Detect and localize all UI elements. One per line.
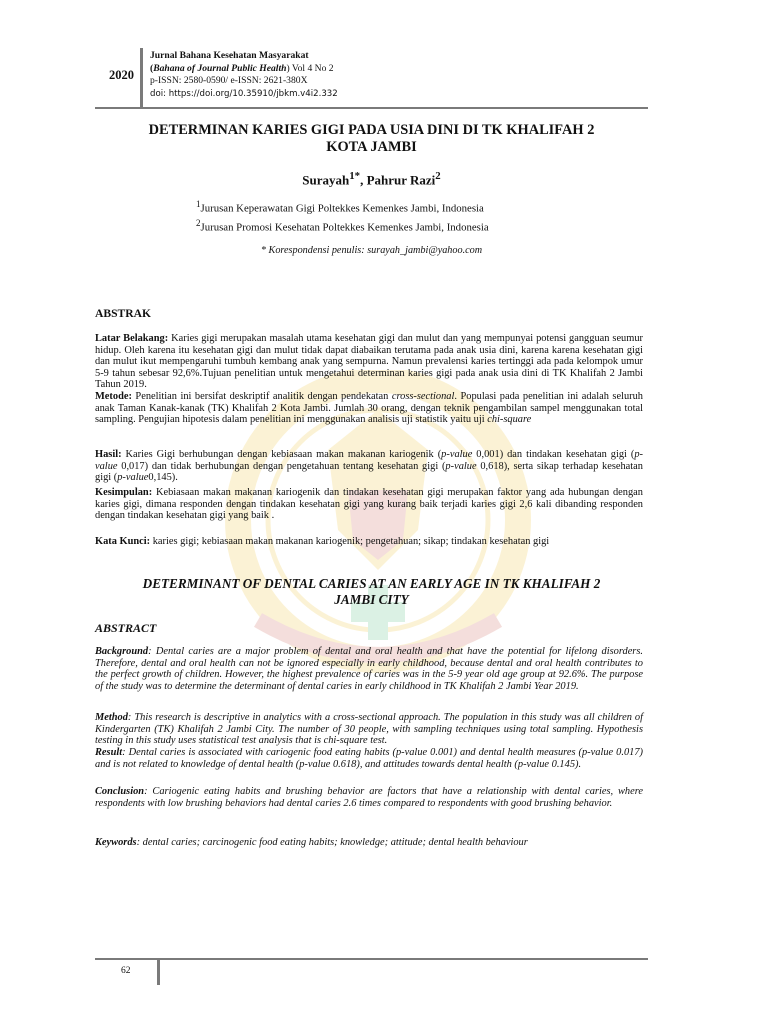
abstract-keywords: Keywords: dental caries; carcinogenic food eating habits; knowledge; attitude; dental health behaviour <box>95 837 528 848</box>
correspondence: * Korespondensi penulis: surayah_jambi@yahoo.com <box>260 245 483 256</box>
header-divider-vertical <box>140 48 143 108</box>
abstract-result: Result: Dental caries is associated with cariogenic food eating habits (p-value 0.001) and dental health measures (p-value 0.017) and is not related to knowledge of dental health (p-value 0.618), and attitudes towards dental health (p-value 0.145). <box>95 747 643 770</box>
author-1-sup: 1* <box>349 170 361 182</box>
abstrak-heading: ABSTRAK <box>95 307 152 320</box>
paper-title-line-1: DETERMINAN KARIES GIGI PADA USIA DINI DI TK KHALIFAH 2 <box>148 122 595 138</box>
page-number: 62 <box>121 966 131 976</box>
english-title-line-1: DETERMINANT OF DENTAL CARIES AT AN EARLY AGE IN TK KHALIFAH 2 <box>142 576 601 591</box>
journal-doi: doi: https://doi.org/10.35910/jbkm.v4i2.332 <box>150 88 338 99</box>
author-1: Surayah <box>302 172 350 188</box>
journal-header <box>150 50 338 100</box>
author-list <box>95 170 648 188</box>
author-2: Pahrur Razi <box>366 172 436 188</box>
affiliations <box>196 197 489 235</box>
footer-divider-vertical <box>157 958 160 985</box>
english-title <box>95 576 648 607</box>
author-sep: , <box>360 172 367 188</box>
english-title-line-2: JAMBI CITY <box>334 591 409 607</box>
abstract-method: Method: This research is descriptive in analytics with a cross-sectional approach. The population in this study was all children of Kindergarten (TK) Khalifah 2 Jambi City. The number of 30 people, with sampling techniques using total sampling. Hypothesis testing in this study uses statistical test analysis that is chi-square test. <box>95 712 643 746</box>
footer-rule <box>95 958 648 960</box>
journal-volume: ) Vol 4 No 2 <box>286 62 334 74</box>
affiliation-2: $^2$Jurusan Promosi Kesehatan Poltekkes Kemenkes Jambi, Indonesia <box>196 218 489 234</box>
paper-title-line-2: KOTA JAMBI <box>326 138 417 155</box>
abstrak-hasil: Hasil: Karies Gigi berhubungan dengan kebiasaan makan makanan kariogenik (p-value 0,001) dan tindakan kesehatan gigi (p-value 0,017) dan tidak berhubungan dengan pengetahuan tentang kesehatan gigi (p-value 0,618), serta sikap terhadap kesehatan gigi (p-value0,145). <box>95 449 644 483</box>
paper-title <box>95 122 648 155</box>
header-rule <box>95 107 648 109</box>
abstrak-latar-belakang: Latar Belakang: Karies gigi merupakan masalah utama kesehatan gigi dan mulut dan yang mempunyai potensi gangguan seumur hidup. Oleh karena itu kesehatan gigi dan mulut tidak dapat diabaikan terutama pada anak usia dini, karena karena kesehatan gigi dan mulut ikut mempengaruhi tumbuh kembang anak yang sempurna. Namun prevalensi karies tertinggi ada pada kelompok umur 5-9 tahun sebesar 92,6%.Tujuan penelitian untuk mengetahui determinan karies gigi pada anak usia dini di TK Khalifah 2 Jambi Tahun 2019. <box>95 333 643 390</box>
journal-issn: p-ISSN: 2580-0590/ e-ISSN: 2621-380X <box>150 75 308 87</box>
abstract-conclusion: Conclusion: Cariogenic eating habits and brushing behavior are factors that have a relationship with dental caries, where respondents with low brushing behaviors had dental caries 2.6 times compared to respondents with good brushing behavior. <box>95 786 643 809</box>
affiliation-1: $^1$Jurusan Keperawatan Gigi Poltekkes Kemenkes Jambi, Indonesia <box>196 199 484 215</box>
abstract-heading: ABSTRACT <box>95 621 157 635</box>
header-year: 2020 <box>109 68 134 82</box>
abstrak-metode: Metode: Penelitian ini bersifat deskriptif analitik dengan pendekatan cross-sectional. Populasi pada penelitian ini adalah seluruh anak Taman Kanak-kanak (TK) Khalifah 2 Kota Jambi. Jumlah 30 orang, dengan teknik pengambilan sampel menggunakan total sampling. Pengujian hipotesis dalam penelitian ini menggunakan analisis uji statistik yaitu uji chi-square <box>95 391 643 425</box>
journal-name-en: Bahana of Journal Public Health <box>153 62 287 74</box>
abstrak-kata-kunci: Kata Kunci: karies gigi; kebiasaan makan makanan kariogenik; pengetahuan; sikap; tindakan kesehatan gigi <box>95 536 550 547</box>
abstrak-kesimpulan: Kesimpulan: Kebiasaan makan makanan kariogenik dan tindakan kesehatan gigi merupakan faktor yang ada hubungan dengan karies gigi, dimana responden dengan tindakan kesehatan gigi yang kurang baik terjadi karies gigi 2,6 kali dibanding responden dengan tindakan kesehatan gigi yang baik . <box>95 487 643 521</box>
author-2-sup: 2 <box>435 170 441 182</box>
abstract-background: Background: Dental caries are a major problem of dental and oral health and that have the potential for lifelong disorders. Therefore, dental and oral health can not be ignored especially in early childhood, because dental and oral health contributes to the perfect growth of children. However, the highest prevalence of caries was in the 5-9 year old age group at 92.6%. The purpose of the study was to determine the determinant of dental caries in early childhood in TK Khalifah 2 Jambi Year 2019. <box>95 646 643 692</box>
journal-subtitle: (Bahana of Journal Public Health) Vol 4 No 2 <box>150 62 334 74</box>
journal-name: Jurnal Bahana Kesehatan Masyarakat <box>150 50 309 61</box>
